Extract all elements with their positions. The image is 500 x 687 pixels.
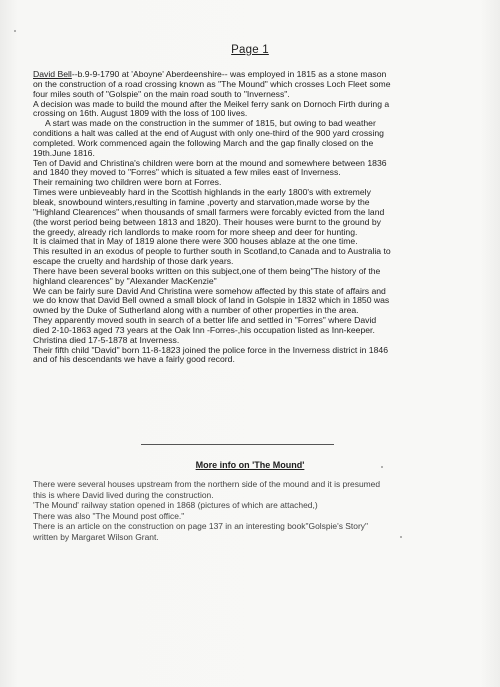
body-line: We can be fairly sure David And Christina were somehow affected by this state of affairs and <box>33 285 386 296</box>
body-line: There have been several books written on this subject,one of them being"The history of the <box>33 265 381 276</box>
body-text <box>33 70 473 365</box>
person-name: David Bell <box>33 69 72 79</box>
body-line: four miles south of "Golspie" on the main road south to "Inverness". <box>33 88 290 99</box>
section-divider <box>141 444 334 445</box>
body-line: bleak, snowbound winters,resulting in famine ,poverty and starvation,made worse by the <box>33 196 370 207</box>
body-line: Their remaining two children were born at Forres. <box>33 177 222 188</box>
body-line: Times were unbieveably hard in the Scottish highlands in the early 1800's with extremely <box>33 187 371 198</box>
body-line: and of his descendants we have a fairly good record. <box>33 354 235 365</box>
info-line: written by Margaret Wilson Grant. <box>33 531 159 542</box>
body-line: This resulted in an exodus of people to further south in Scotland,to Canada and to Australia to <box>33 246 391 257</box>
body-line: owned by the Duke of Sutherland along with a number of other properties in the area. <box>33 305 359 316</box>
body-line: died 2-10-1863 aged 73 years at the Oak Inn -Forres-,his occupation listed as Inn-keeper. <box>33 324 375 335</box>
info-line: There were several houses upstream from the northern side of the mound and it is presumed <box>33 479 381 489</box>
body-line: Christina died 17-5-1878 at Inverness. <box>33 334 180 345</box>
body-line: escape the cruelty and hardship of those dark years. <box>33 256 234 267</box>
body-line: and 1840 they moved to "Forres" which is situated a few miles east of Inverness. <box>33 167 341 178</box>
body-line: It is claimed that in May of 1819 alone there were 300 houses ablaze at the one time. <box>33 236 358 247</box>
body-line: completed. Work commenced again the following March and the gap finally closed on the <box>33 137 374 148</box>
body-line: Their fifth child "David" born 11-8-1823 joined the police force in the Inverness district in 1846 <box>33 344 388 355</box>
scan-speck <box>14 30 16 32</box>
body-line: A decision was made to build the mound after the Meikel ferry sank on Dornoch Firth during a <box>33 98 390 109</box>
scan-speck <box>400 536 402 538</box>
more-info-heading: More info on 'The Mound' <box>195 460 305 470</box>
body-line: A start was made on the construction in the summer of 1815, but owing to bad weather <box>45 118 376 129</box>
body-line: conditions a halt was called at the end of August with only one-third of the 900 yard crossing <box>33 128 384 139</box>
body-line: They apparently moved south in search of a better life and settled in "Forres" where David <box>33 315 377 326</box>
more-info-text <box>33 479 473 543</box>
page-title: Page 1 <box>231 44 269 56</box>
body-line: (the worst period being between 1813 and 1820). Their houses were burnt to the ground by <box>33 216 381 227</box>
body-line: 19th.June 1816. <box>33 147 95 158</box>
info-line: 'The Mound' railway station opened in 1868 (pictures of which are attached,) <box>33 500 318 511</box>
scan-speck <box>381 466 383 468</box>
body-line: highland clearences" by "Alexander MacKenzie" <box>33 275 217 286</box>
body-line: we do know that David Bell owned a small block of land in Golspie in 1832 which in 1850 was <box>33 295 390 306</box>
body-line: Ten of David and Christina's children were born at the mound and somewhere between 1836 <box>33 157 387 168</box>
info-line: There is an article on the construction on page 137 in an interesting book"Golspie's Story" <box>33 521 368 532</box>
info-line: this is where David lived during the construction. <box>33 489 214 500</box>
body-line: David Bell--b.9-9-1790 at 'Aboyne' Aberdeenshire-- was employed in 1815 as a stone mason <box>33 69 387 79</box>
body-line: crossing on 16th. August 1809 with the loss of 100 lives. <box>33 108 248 119</box>
body-line: the greedy, already rich landlords to make room for more sheep and deer for hunting. <box>33 226 358 237</box>
body-line: "Highland Clearences" when thousands of small farmers were forcably evicted from the land <box>33 206 385 217</box>
body-line: on the construction of a road crossing known as "The Mound" which crosses Loch Fleet some <box>33 78 391 89</box>
info-line: There was also "The Mound post office." <box>33 510 185 521</box>
